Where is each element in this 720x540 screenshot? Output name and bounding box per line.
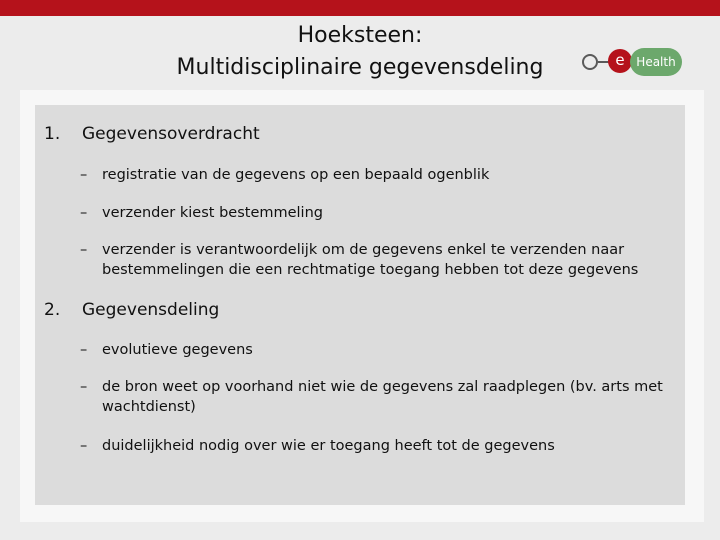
bullet-dash: – xyxy=(80,205,88,221)
title-line-1: Hoeksteen: xyxy=(297,23,423,48)
bullet-dash: – xyxy=(80,242,88,258)
logo-ring-icon xyxy=(582,54,598,70)
bullet-text: registratie van de gegevens op een bepaald ogenblik xyxy=(102,167,490,183)
bullet-dash: – xyxy=(80,379,88,395)
bullet-dash: – xyxy=(80,342,88,358)
bullet-text: verzender is verantwoordelijk om de gegevens enkel te verzenden naar bestemmelingen die een rechtmatige toegang hebben tot deze gegevens xyxy=(102,242,639,278)
section-2-heading: Gegevensdeling xyxy=(82,300,220,320)
section-1-number: 1. xyxy=(44,124,61,144)
ehealth-logo xyxy=(578,46,686,78)
bullet-text: evolutieve gegevens xyxy=(102,342,253,358)
section-1-heading: Gegevensoverdracht xyxy=(82,124,260,144)
title-line-2: Multidisciplinaire gegevensdeling xyxy=(176,55,544,80)
logo-e-badge: e xyxy=(608,49,632,73)
bullet-text: verzender kiest bestemmeling xyxy=(102,205,323,221)
logo-health-pill: Health xyxy=(630,48,682,76)
bullet-dash: – xyxy=(80,167,88,183)
slide-title xyxy=(100,20,620,84)
bullet-text: de bron weet op voorhand niet wie de gegevens zal raadplegen (bv. arts met wachtdienst) xyxy=(102,379,663,415)
bullet-text: duidelijkheid nodig over wie er toegang heeft tot de gegevens xyxy=(102,438,555,454)
bullet-dash: – xyxy=(80,438,88,454)
top-accent-bar xyxy=(0,0,720,16)
section-2-number: 2. xyxy=(44,300,61,320)
